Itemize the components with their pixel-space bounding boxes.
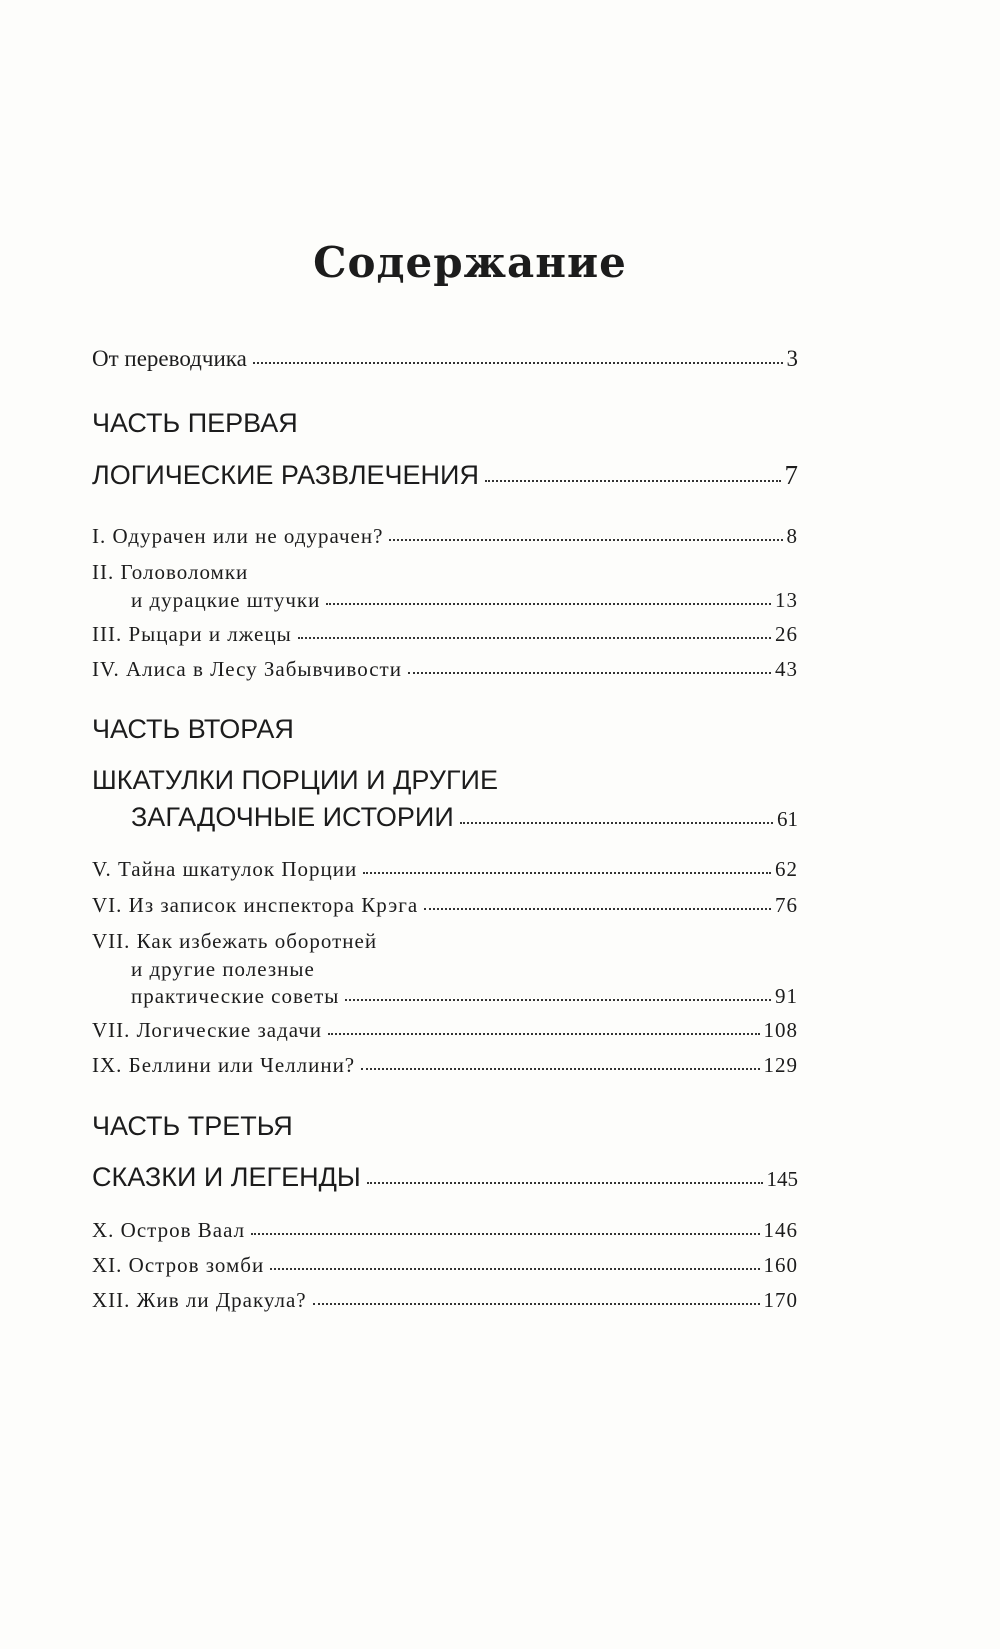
entry-page: 170	[763, 1288, 798, 1312]
entry-page: 76	[775, 893, 798, 917]
dot-leader	[251, 1233, 759, 1235]
entry-label: IV. Алиса в Лесу Забывчивости	[92, 657, 402, 681]
entry-page: 43	[775, 657, 798, 681]
part-title-entry	[92, 767, 798, 794]
dot-leader	[367, 1182, 763, 1184]
entry-page: 8	[786, 524, 798, 548]
toc-entry	[92, 526, 798, 547]
dot-leader	[408, 672, 771, 674]
dot-leader	[460, 822, 773, 824]
dot-leader	[345, 999, 771, 1001]
dot-leader	[361, 1068, 759, 1070]
dot-leader	[485, 480, 781, 482]
toc-entry	[92, 562, 798, 583]
dot-leader	[298, 637, 771, 639]
dot-leader	[389, 539, 782, 541]
dot-leader	[313, 1303, 760, 1305]
entry-label: и дурацкие штучки	[131, 588, 321, 612]
toc-entry	[92, 1290, 798, 1311]
toc-entry	[92, 895, 798, 916]
part-title: СКАЗКИ И ЛЕГЕНДЫ	[92, 1162, 361, 1192]
entry-page: 146	[763, 1218, 798, 1242]
toc-entry	[92, 1220, 798, 1241]
entry-label: практические советы	[131, 984, 340, 1008]
entry-label: V. Тайна шкатулок Порции	[92, 857, 358, 881]
entry-page: 7	[784, 460, 798, 490]
toc-entry	[92, 1055, 798, 1076]
entry-page: 145	[766, 1167, 798, 1191]
entry-label: I. Одурачен или не одурачен?	[92, 524, 384, 548]
toc-entry-cont: и другие полезные	[131, 957, 315, 981]
entry-page: 108	[763, 1018, 798, 1042]
part-title: ЛОГИЧЕСКИЕ РАЗВЛЕЧЕНИЯ	[92, 460, 479, 490]
entry-label: IX. Беллини или Челлини?	[92, 1053, 356, 1077]
dot-leader	[270, 1268, 759, 1270]
entry-page: 160	[763, 1253, 798, 1277]
part-heading: ЧАСТЬ ВТОРАЯ	[92, 714, 294, 744]
page-title: Содержание	[313, 238, 627, 287]
part-title: ШКАТУЛКИ ПОРЦИИ И ДРУГИЕ	[92, 765, 498, 795]
toc-entry-cont	[131, 986, 798, 1007]
toc-entry	[92, 1255, 798, 1276]
dot-leader	[253, 362, 783, 364]
part-title-entry	[92, 462, 798, 489]
dot-leader	[424, 908, 771, 910]
toc-entry-translator	[92, 347, 798, 370]
entry-page: 3	[786, 346, 798, 371]
toc-entry-cont	[131, 590, 798, 611]
part-title: ЗАГАДОЧНЫЕ ИСТОРИИ	[131, 802, 454, 832]
entry-label: От переводчика	[92, 346, 247, 371]
toc-entry	[92, 624, 798, 645]
entry-page: 91	[775, 984, 798, 1008]
entry-page: 26	[775, 622, 798, 646]
part-title-entry	[92, 1164, 798, 1191]
toc-entry	[92, 1020, 798, 1041]
entry-label: XII. Жив ли Дракула?	[92, 1288, 307, 1312]
toc-entry	[92, 659, 798, 680]
part-title-entry-cont	[131, 804, 798, 831]
dot-leader	[326, 603, 771, 605]
entry-page: 129	[763, 1053, 798, 1077]
toc-entry	[92, 859, 798, 880]
dot-leader	[363, 872, 771, 874]
entry-page: 62	[775, 857, 798, 881]
toc-entry	[92, 931, 798, 952]
entry-label: VII. Как избежать оборотней	[92, 929, 378, 953]
entry-label: X. Остров Ваал	[92, 1218, 246, 1242]
part-heading: ЧАСТЬ ТРЕТЬЯ	[92, 1111, 293, 1141]
entry-label: VII. Логические задачи	[92, 1018, 323, 1042]
entry-label: VI. Из записок инспектора Крэга	[92, 893, 419, 917]
entry-page: 61	[777, 807, 798, 831]
entry-page: 13	[775, 588, 798, 612]
entry-label: II. Головоломки	[92, 560, 249, 584]
part-heading: ЧАСТЬ ПЕРВАЯ	[92, 408, 298, 438]
entry-label: XI. Остров зомби	[92, 1253, 265, 1277]
entry-label: III. Рыцари и лжецы	[92, 622, 292, 646]
dot-leader	[328, 1033, 759, 1035]
